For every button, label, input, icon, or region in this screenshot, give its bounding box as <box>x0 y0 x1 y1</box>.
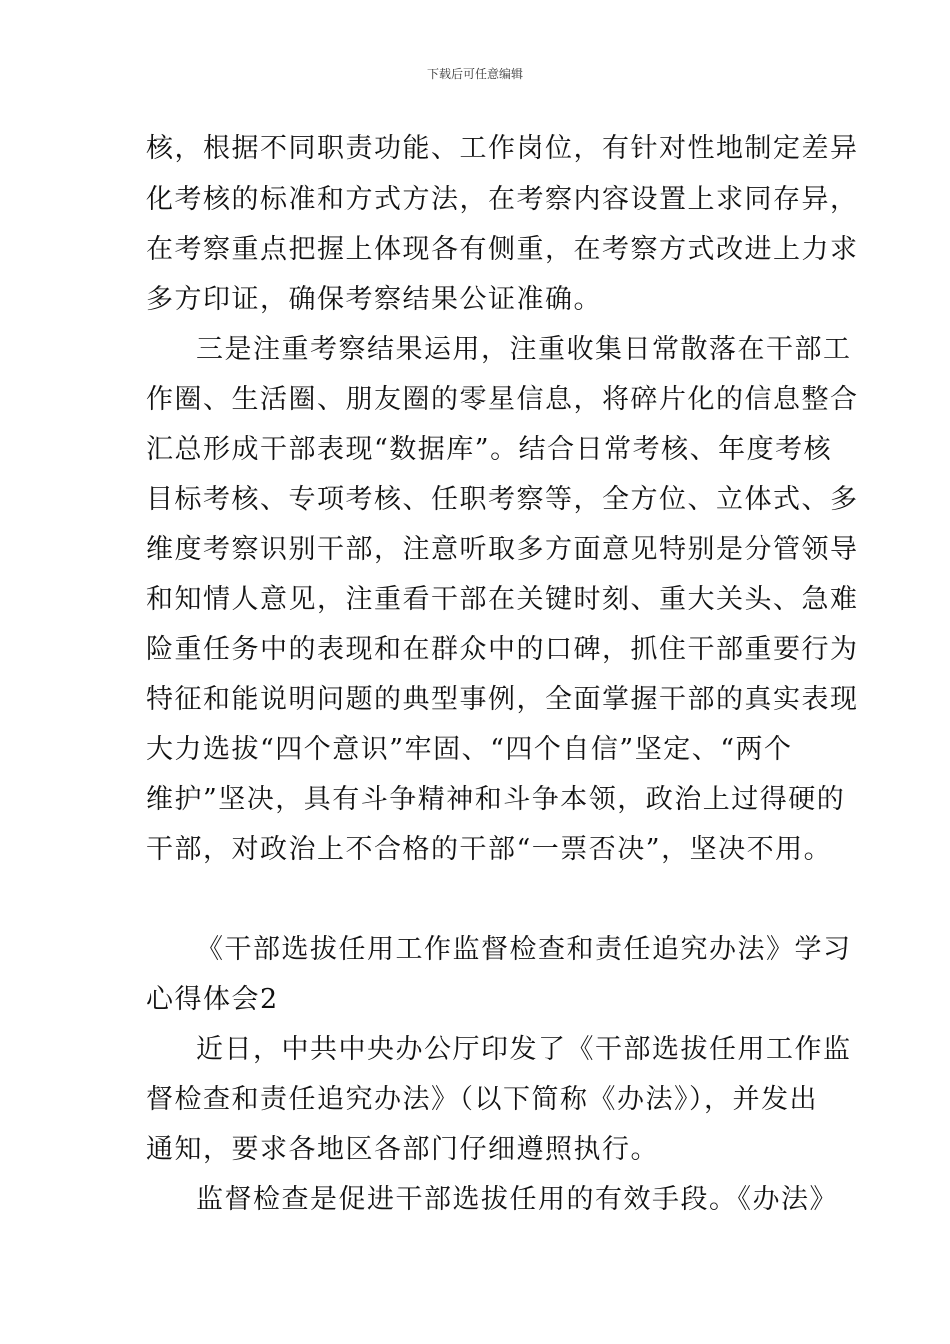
body-line: 特征和能说明问题的典型事例，全面掌握干部的真实表现 <box>146 684 859 715</box>
body-line: 维度考察识别干部，注意听取多方面意见特别是分管领导 <box>146 534 859 565</box>
body-line: 目标考核、专项考核、任职考察等，全方位、立体式、多 <box>146 484 859 515</box>
body-line: 化考核的标准和方式方法，在考察内容设置上求同存异， <box>146 184 859 215</box>
paragraph-first-line: 三是注重考察结果运用，注重收集日常散落在干部工 <box>196 334 852 365</box>
body-line: 汇总形成干部表现“数据库”。结合日常考核、年度考核 <box>146 434 833 465</box>
section-title: 《干部选拔任用工作监督检查和责任追究办法》学习 <box>196 934 852 965</box>
body-line: 通知，要求各地区各部门仔细遵照执行。 <box>146 1134 659 1165</box>
body-line: 多方印证，确保考察结果公证准确。 <box>146 284 602 315</box>
body-line: 维护”坚决，具有斗争精神和斗争本领，政治上过得硬的 <box>146 784 846 815</box>
paragraph-first-line: 监督检查是促进干部选拔任用的有效手段。《办法》 <box>196 1184 838 1215</box>
body-line: 险重任务中的表现和在群众中的口碑，抓住干部重要行为 <box>146 634 859 665</box>
body-line: 作圈、生活圈、朋友圈的零星信息，将碎片化的信息整合 <box>146 384 859 415</box>
body-line: 和知情人意见，注重看干部在关键时刻、重大关头、急难 <box>146 584 859 615</box>
header-note: 下载后可任意编辑 <box>426 67 523 81</box>
section-title-continued: 心得体会2 <box>146 984 279 1015</box>
body-line: 干部，对政治上不合格的干部“一票否决”，坚决不用。 <box>146 834 833 865</box>
body-line: 在考察重点把握上体现各有侧重，在考察方式改进上力求 <box>146 234 859 265</box>
body-line: 督检查和责任追究办法》（以下简称《办法》），并发出 <box>146 1084 818 1115</box>
body-line: 大力选拔“四个意识”牢固、“四个自信”坚定、“两个 <box>146 734 793 765</box>
paragraph-first-line: 近日，中共中央办公厅印发了《干部选拔任用工作监 <box>196 1034 852 1065</box>
body-line: 核，根据不同职责功能、工作岗位，有针对性地制定差异 <box>146 133 859 164</box>
